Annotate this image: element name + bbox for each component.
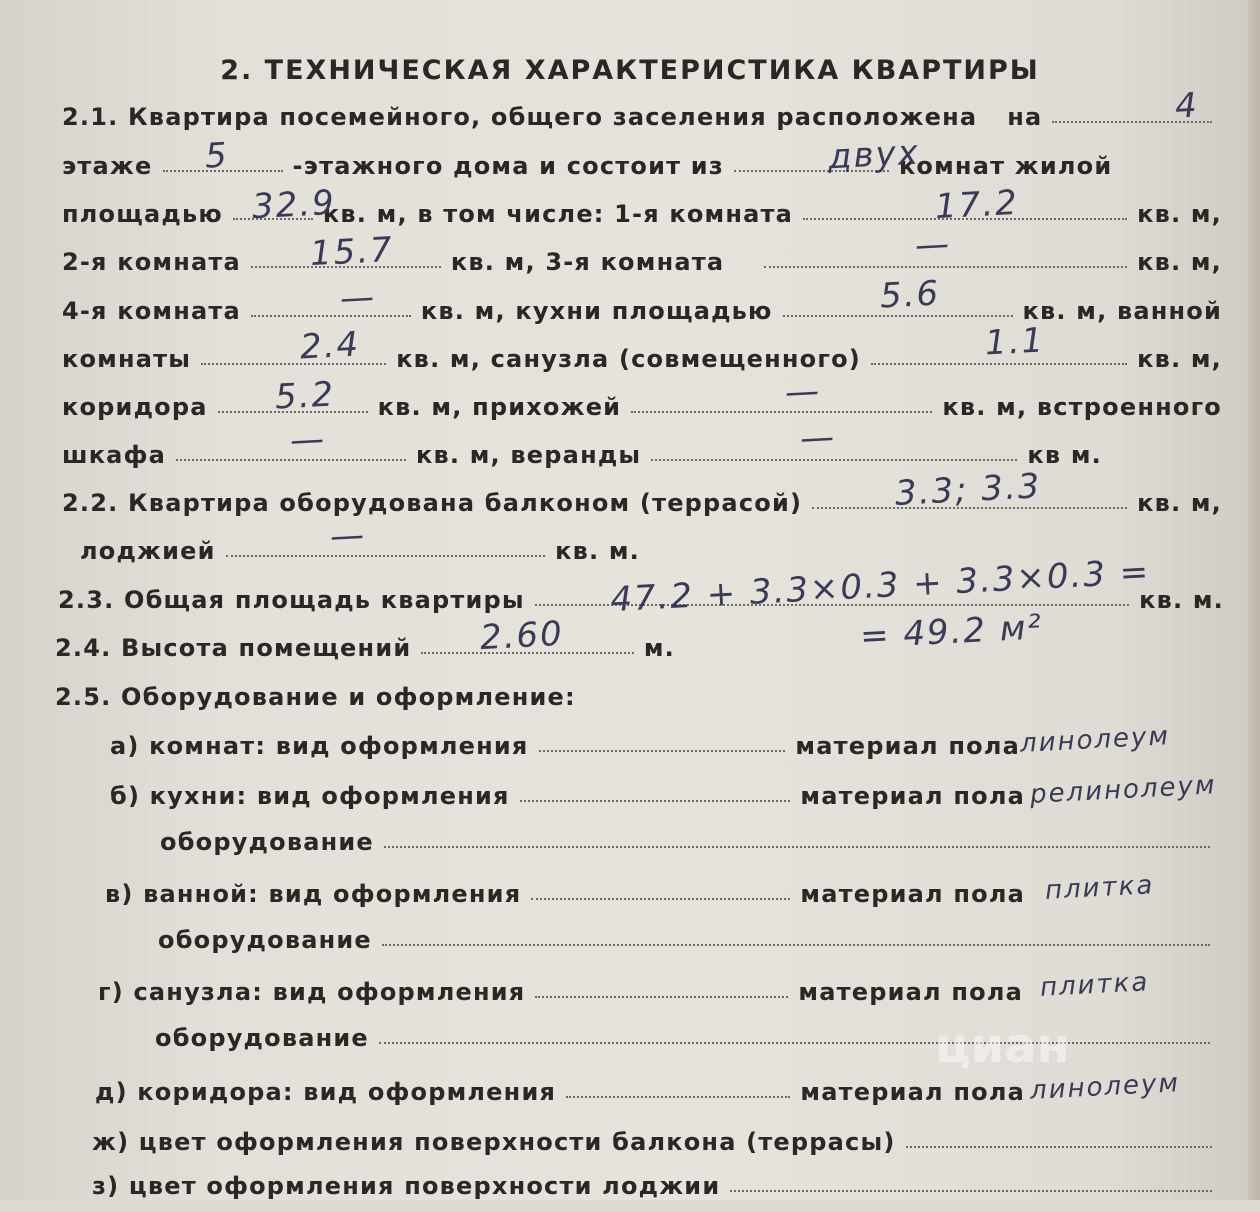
fill-line [520, 798, 791, 802]
label: 2.2. Квартира оборудована балконом (террасой) [62, 489, 803, 517]
label: кв. м, [1137, 200, 1222, 228]
hw-height: 2.60 [479, 613, 565, 659]
fill-line [226, 553, 545, 557]
label: на [1007, 103, 1043, 131]
line-kitchen-finish [110, 782, 1025, 822]
label: м. [643, 634, 675, 662]
hw-room4: — [338, 277, 378, 319]
line-bath-finish [105, 880, 1025, 920]
label: -этажного дома и состоит из [292, 152, 724, 180]
fill-line [535, 994, 788, 998]
label: кв м. [1027, 441, 1102, 469]
line-rooms-2-3 [62, 248, 1222, 288]
fill-line [379, 1040, 1210, 1044]
label: коридора [62, 393, 208, 421]
line-wc-finish [98, 978, 1023, 1018]
label: комнат жилой [898, 152, 1113, 180]
label: материал пола [800, 880, 1025, 908]
label: кв. м, [1137, 248, 1222, 276]
label: 2-я комната [62, 248, 241, 276]
hw-room1: 17.2 [934, 182, 1020, 228]
fill-line [382, 942, 1210, 946]
label: 2.3. Общая площадь квартиры [58, 586, 525, 614]
line-living-area [62, 200, 1222, 240]
label: ж) цвет оформления поверхности балкона (террасы) [92, 1128, 896, 1156]
fill-line [764, 264, 1127, 268]
label: комнаты [62, 345, 192, 373]
hw-closet: — [288, 419, 328, 461]
label: г) санузла: вид оформления [98, 978, 526, 1006]
label: б) кухни: вид оформления [110, 782, 510, 810]
line-balcony-color [92, 1128, 1222, 1168]
line-loggia-color [92, 1172, 1222, 1212]
hw-floor-material-bath: плитка [1044, 870, 1156, 906]
label: кв. м, в том числе: 1-я комната [322, 200, 794, 228]
hw-living-area: 32.9 [251, 182, 337, 228]
label: материал пола [795, 732, 1020, 760]
line-kitchen-equipment [160, 828, 1220, 868]
label: кв. м, веранды [415, 441, 642, 469]
label: материал пола [800, 1078, 1025, 1106]
label: 2.4. Высота помещений [55, 634, 412, 662]
label: кв. м, 3-я комната [450, 248, 725, 276]
section-title: 2. ТЕХНИЧЕСКАЯ ХАРАКТЕРИСТИКА КВАРТИРЫ [220, 55, 1040, 86]
label: материал пола [798, 978, 1023, 1006]
hw-floor: 4 [1173, 85, 1200, 127]
line-floor [62, 152, 1222, 192]
hw-kitchen: 5.6 [878, 273, 942, 317]
label: 2.1. Квартира посемейного, общего заселения расположена [62, 103, 978, 131]
fill-line [651, 457, 1017, 461]
line-2-2 [62, 489, 1222, 529]
line-corridor-finish [95, 1078, 1025, 1118]
label: кв. м, [1137, 489, 1222, 517]
hw-total-area-calc: 47.2 + 3.3×0.3 + 3.3×0.3 = [609, 551, 1152, 621]
hw-hallway: — [783, 371, 823, 413]
label: кв. м, встроенного [942, 393, 1222, 421]
line-closet [62, 441, 1222, 481]
hw-rooms-count: двух [827, 132, 921, 178]
line-2-5 [55, 683, 1215, 723]
label: лоджией [80, 537, 216, 565]
fill-line [251, 313, 411, 317]
hw-room3: — [913, 224, 953, 266]
fill-line [566, 1094, 790, 1098]
label: кв. м. [555, 537, 640, 565]
hw-loggia: — [328, 515, 368, 557]
label: в) ванной: вид оформления [105, 880, 522, 908]
label: а) комнат: вид оформления [110, 732, 529, 760]
hw-total-area-result: = 49.2 м² [859, 607, 1045, 657]
fill-line [906, 1144, 1212, 1148]
hw-corridor: 5.2 [273, 374, 337, 418]
hw-floor-material-wc: плитка [1039, 967, 1151, 1003]
fill-line [631, 409, 932, 413]
fill-line [531, 896, 790, 900]
hw-bathroom: 2.4 [298, 324, 362, 368]
label: оборудование [158, 926, 372, 954]
label: кв. м. [1139, 586, 1224, 614]
label: кв. м, санузла (совмещенного) [396, 345, 861, 373]
label: 4-я комната [62, 297, 241, 325]
label: этаже [62, 152, 153, 180]
label: кв. м, ванной [1022, 297, 1222, 325]
hw-wc: 1.1 [983, 320, 1047, 364]
line-rooms-finish [110, 732, 1020, 772]
fill-line [384, 844, 1210, 848]
hw-floors-total: 5 [203, 135, 230, 177]
hw-room2: 15.7 [309, 229, 395, 275]
label: оборудование [160, 828, 374, 856]
label: д) коридора: вид оформления [95, 1078, 557, 1106]
label: шкафа [62, 441, 166, 469]
line-corridor [62, 393, 1222, 433]
line-2-1 [62, 103, 1222, 143]
fill-line [730, 1188, 1212, 1192]
hw-floor-material-kitchen: релинолеум [1029, 770, 1218, 810]
hw-balcony: 3.3; 3.3 [894, 466, 1043, 514]
label: з) цвет оформления поверхности лоджии [92, 1172, 721, 1200]
line-bath-equipment [158, 926, 1220, 966]
label: кв. м, [1137, 345, 1222, 373]
hw-floor-material-corridor: линолеум [1029, 1068, 1181, 1106]
page-edge [1248, 0, 1260, 1200]
line-bath-wc [62, 345, 1222, 385]
line-room4-kitchen [62, 297, 1222, 337]
hw-veranda: — [798, 417, 838, 459]
watermark: циан [935, 1018, 1070, 1074]
label: кв. м, кухни площадью [420, 297, 773, 325]
label: кв. м, прихожей [377, 393, 622, 421]
fill-line [539, 748, 786, 752]
line-2-4 [55, 634, 675, 674]
label: материал пола [800, 782, 1025, 810]
hw-floor-material-rooms: линолеум [1019, 721, 1171, 759]
label: оборудование [155, 1024, 369, 1052]
label: 2.5. Оборудование и оформление: [55, 683, 576, 711]
label: площадью [62, 200, 223, 228]
